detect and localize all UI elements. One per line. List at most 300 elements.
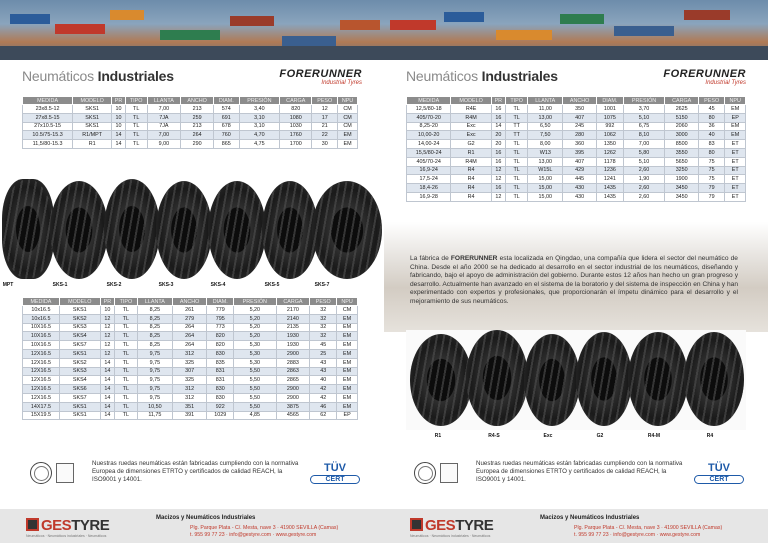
table-cell: 3000 <box>665 131 698 140</box>
table-cell: 773 <box>207 323 234 332</box>
table-cell: 1,90 <box>623 175 665 184</box>
table-cell: EM <box>337 323 358 332</box>
table-cell: 5,30 <box>234 349 276 358</box>
table-cell: 1930 <box>276 341 310 350</box>
table-cell: TL <box>505 192 528 201</box>
table-cell: 32 <box>310 332 337 341</box>
table-cell: 1236 <box>597 166 623 175</box>
table-cell: 14 <box>100 367 114 376</box>
table-cell: 6,50 <box>528 122 563 131</box>
table-cell: 18,4-26 <box>407 184 451 193</box>
table-cell: SKS7 <box>59 393 100 402</box>
table-cell: SKS1 <box>59 402 100 411</box>
table-cell: 2900 <box>276 385 310 394</box>
table-cell: ET <box>725 166 746 175</box>
table-cell: 405/70-20 <box>407 113 451 122</box>
column-header: MODELO <box>451 97 491 105</box>
table-row <box>23 349 358 358</box>
table-cell: 1435 <box>597 192 623 201</box>
table-cell: 32 <box>310 306 337 315</box>
table-row <box>23 358 358 367</box>
tyre-photo-strip <box>406 330 746 430</box>
gestyre-logo: GESTYRE <box>26 517 109 534</box>
table-row <box>23 385 358 394</box>
tuv-cert-logo: TÜV CERT <box>694 462 744 486</box>
table-header-row <box>23 298 358 306</box>
table-cell: 32 <box>310 314 337 323</box>
table-cell: EM <box>337 341 358 350</box>
table-cell: 2,60 <box>623 166 665 175</box>
table-cell: 21 <box>312 122 338 131</box>
table-cell: 922 <box>207 402 234 411</box>
table-cell: EM <box>337 314 358 323</box>
table-cell: EM <box>725 131 746 140</box>
table-cell: 14,00-24 <box>407 140 451 149</box>
table-cell: EM <box>337 402 358 411</box>
table-row <box>407 157 746 166</box>
table-cell: 5,50 <box>234 402 276 411</box>
company-contact: Plg. Parque Plata - C/. Mesta, nave 3 · 41900 SEVILLA (Camas) t. 955 99 77 23 · info@gestyre.com · www.gestyre.com <box>190 525 339 538</box>
column-header: TIPO <box>125 97 147 105</box>
table-cell: 1435 <box>597 184 623 193</box>
table-cell: 5,50 <box>234 393 276 402</box>
table-cell: 36 <box>698 122 724 131</box>
table-row <box>407 113 746 122</box>
table-cell: 16 <box>491 184 505 193</box>
table-header-row <box>407 97 746 105</box>
table-cell: EM <box>338 140 358 149</box>
column-header: MEDIDA <box>23 298 60 306</box>
column-header: ANCHO <box>172 298 206 306</box>
table-cell: 1001 <box>597 105 623 114</box>
table-cell: 2625 <box>665 105 698 114</box>
table-row <box>23 402 358 411</box>
table-cell: 360 <box>563 140 597 149</box>
table-cell: 2170 <box>276 306 310 315</box>
table-cell: 15,00 <box>528 175 563 184</box>
table-cell: 14 <box>491 122 505 131</box>
table-cell: 264 <box>172 332 206 341</box>
table-cell: 23x8.5-12 <box>23 105 73 114</box>
page-title: Neumáticos Industriales <box>406 68 558 84</box>
table-cell: 213 <box>181 105 214 114</box>
table-cell: EP <box>725 113 746 122</box>
table-cell: 25 <box>310 349 337 358</box>
column-header: DIAM. <box>597 97 623 105</box>
table-cell: TL <box>125 122 147 131</box>
table-cell: EM <box>337 367 358 376</box>
table-row <box>23 376 358 385</box>
column-header: NPU <box>337 298 358 306</box>
table-cell: 16 <box>491 148 505 157</box>
table-row <box>407 192 746 201</box>
table-cell: 9,75 <box>137 393 172 402</box>
table-cell: 1900 <box>665 175 698 184</box>
column-header: MEDIDA <box>407 97 451 105</box>
table-cell: 7,00 <box>147 131 181 140</box>
table-cell: 10 <box>112 105 126 114</box>
port-containers-banner <box>0 0 384 60</box>
table-cell: CM <box>337 306 358 315</box>
tyre-model-label: SKS-4 <box>210 282 226 288</box>
table-cell: 391 <box>172 411 206 420</box>
table-cell: SKS1 <box>73 105 112 114</box>
table-cell: TL <box>114 385 137 394</box>
table-cell: 11,75 <box>137 411 172 420</box>
table-row <box>407 175 746 184</box>
tyre-model-label: SKS-1 <box>52 282 68 288</box>
table-cell: R1 <box>73 140 112 149</box>
table-cell: 3875 <box>276 402 310 411</box>
table-cell: EM <box>725 122 746 131</box>
table-cell: 992 <box>597 122 623 131</box>
column-header: PESO <box>698 97 724 105</box>
column-header: MEDIDA <box>23 97 73 105</box>
company-contact: Plg. Parque Plata - C/. Mesta, nave 3 · 41900 SEVILLA (Camas) t. 955 99 77 23 · info@gestyre.com · www.gestyre.com <box>574 525 723 538</box>
table-row <box>23 411 358 420</box>
table-cell: 407 <box>563 157 597 166</box>
table-cell: 62 <box>310 411 337 420</box>
table-cell: 307 <box>172 367 206 376</box>
table-cell: 12 <box>491 166 505 175</box>
page-title: Neumáticos Industriales <box>22 68 174 84</box>
table-cell: SKS1 <box>73 113 112 122</box>
table-row <box>23 140 358 149</box>
table-cell: 6,75 <box>623 122 665 131</box>
column-header: MODELO <box>59 298 100 306</box>
column-header: PRESIÓN <box>239 97 279 105</box>
table-cell: 3,40 <box>239 105 279 114</box>
table-cell: 12 <box>100 314 114 323</box>
table-row <box>407 105 746 114</box>
table-cell: 1930 <box>276 332 310 341</box>
table-cell: 760 <box>214 131 240 140</box>
table-cell: TL <box>505 184 528 193</box>
table-cell: 1029 <box>207 411 234 420</box>
table-cell: SKS3 <box>59 367 100 376</box>
table-cell: W13 <box>528 148 563 157</box>
table-cell: 865 <box>214 140 240 149</box>
table-cell: 9,75 <box>137 349 172 358</box>
table-cell: ET <box>725 184 746 193</box>
table-cell: 79 <box>698 184 724 193</box>
table-cell: 7JA <box>147 113 181 122</box>
table-row <box>407 131 746 140</box>
table-row <box>407 166 746 175</box>
table-cell: TL <box>114 332 137 341</box>
specs-table-bottom <box>22 297 358 420</box>
table-cell: 14 <box>100 358 114 367</box>
tyre-model-label: G2 <box>596 433 604 439</box>
table-cell: 43 <box>310 367 337 376</box>
table-cell: 12 <box>491 175 505 184</box>
table-cell: 8,25-20 <box>407 122 451 131</box>
table-cell: 10,50 <box>137 402 172 411</box>
table-row <box>23 122 358 131</box>
table-cell: 75 <box>698 166 724 175</box>
table-cell: 5,30 <box>234 358 276 367</box>
table-cell: 4565 <box>276 411 310 420</box>
table-cell: SKS4 <box>59 332 100 341</box>
table-cell: 7,50 <box>528 131 563 140</box>
table-row <box>407 184 746 193</box>
table-cell: 16 <box>491 113 505 122</box>
company-name: Macizos y Neumáticos Industriales <box>156 515 256 521</box>
table-cell: 14 <box>100 376 114 385</box>
table-cell: 16 <box>491 157 505 166</box>
table-cell: 1075 <box>597 113 623 122</box>
table-cell: SKS1 <box>59 349 100 358</box>
table-cell: 405/70-24 <box>407 157 451 166</box>
table-cell: ET <box>725 192 746 201</box>
table-cell: 280 <box>563 131 597 140</box>
table-cell: TL <box>114 358 137 367</box>
table-cell: 779 <box>207 306 234 315</box>
table-cell: 12X16.5 <box>23 358 60 367</box>
table-cell: 2863 <box>276 367 310 376</box>
table-cell: SKS1 <box>73 122 112 131</box>
table-cell: Exc <box>451 131 491 140</box>
gestyre-mark-icon <box>26 518 39 531</box>
company-description: La fábrica de FORERUNNER esta localizada en Qingdao, una compañía que lidera el sector del neumático de China. Desde el año 2000 se ha dedicado al desarrollo en el sector industrial de los neumáticos, diseñando y fabricando, bajo el apoyo de administración del gobierno. Durante estos 12 años han hecho un gran progreso y desarrollo. Actualmente han avanzado en el sistema de la boratorio y del sistema de inspección en China y han experimentado con expertos y profesionales, que proporcionarán el ímpetu dinámico para el desarrollo y el mejoramiento de sus neumáticos. <box>410 255 738 305</box>
table-cell: 20 <box>491 140 505 149</box>
table-row <box>23 306 358 315</box>
tyre-model-label: SKS-5 <box>264 282 280 288</box>
table-cell: 1700 <box>280 140 312 149</box>
table-cell: 10 <box>112 113 126 122</box>
tyre-model-label: SKS-7 <box>314 282 330 288</box>
table-cell: 45 <box>698 105 724 114</box>
table-cell: 9,75 <box>137 367 172 376</box>
table-cell: 820 <box>207 341 234 350</box>
table-cell: TT <box>505 131 528 140</box>
table-cell: 11,5/80-15.3 <box>23 140 73 149</box>
page-header <box>406 66 746 88</box>
table-cell: R4E <box>451 105 491 114</box>
certification-seal-icon <box>30 462 52 484</box>
table-cell: 17,5-24 <box>407 175 451 184</box>
table-cell: 245 <box>563 122 597 131</box>
table-cell: 2900 <box>276 349 310 358</box>
table-cell: 5,20 <box>234 314 276 323</box>
table-cell: W15L <box>528 166 563 175</box>
column-header: PRESIÓN <box>623 97 665 105</box>
table-cell: TL <box>114 402 137 411</box>
table-cell: EM <box>337 349 358 358</box>
table-cell: SKS1 <box>59 411 100 420</box>
table-row <box>23 367 358 376</box>
table-cell: TL <box>505 140 528 149</box>
table-cell: 264 <box>172 323 206 332</box>
table-cell: 12X16.5 <box>23 367 60 376</box>
table-cell: 14 <box>112 131 126 140</box>
table-cell: 32 <box>310 323 337 332</box>
table-cell: 12 <box>100 323 114 332</box>
table-cell: 14 <box>100 411 114 420</box>
table-cell: 820 <box>280 105 312 114</box>
table-row <box>23 113 358 122</box>
table-cell: TL <box>114 306 137 315</box>
table-cell: 830 <box>207 385 234 394</box>
table-cell: EM <box>337 385 358 394</box>
table-cell: ET <box>725 175 746 184</box>
table-cell: 10X16.5 <box>23 341 60 350</box>
tyre-model-label: SKS-3 <box>158 282 174 288</box>
table-cell: 80 <box>698 113 724 122</box>
table-cell: TL <box>114 323 137 332</box>
table-cell: SKS7 <box>59 341 100 350</box>
table-row <box>23 131 358 140</box>
table-cell: 5,10 <box>623 113 665 122</box>
table-cell: 75 <box>698 175 724 184</box>
table-cell: 10 <box>112 122 126 131</box>
table-cell: 13,00 <box>528 113 563 122</box>
table-cell: 12X16.5 <box>23 393 60 402</box>
table-cell: 16 <box>491 105 505 114</box>
tyre-model-label: R4 <box>706 433 714 439</box>
tyre-model-label: SKS-2 <box>106 282 122 288</box>
table-cell: 1241 <box>597 175 623 184</box>
table-cell: 8,25 <box>137 306 172 315</box>
table-cell: 40 <box>698 131 724 140</box>
tyre-model-label: Exc <box>543 433 553 439</box>
table-cell: R4 <box>451 192 491 201</box>
column-header: LLANTA <box>528 97 563 105</box>
table-row <box>23 105 358 114</box>
table-cell: 12X16.5 <box>23 349 60 358</box>
table-cell: 8500 <box>665 140 698 149</box>
table-cell: 30 <box>312 140 338 149</box>
right-page <box>384 0 768 543</box>
table-cell: 2140 <box>276 314 310 323</box>
table-row <box>23 393 358 402</box>
table-cell: 12 <box>312 105 338 114</box>
table-cell: 14 <box>100 402 114 411</box>
table-cell: 3,10 <box>239 122 279 131</box>
table-cell: 43 <box>310 358 337 367</box>
column-header: DIAM. <box>214 97 240 105</box>
table-cell: 1760 <box>280 131 312 140</box>
table-cell: 15,00 <box>528 192 563 201</box>
table-cell: 2865 <box>276 376 310 385</box>
table-header-row <box>23 97 358 105</box>
certification-text: Nuestras ruedas neumáticas están fabricadas cumpliendo con la normativa Europea de dimensiones ETRTO y certificados de calidad REACH, la ISO9001 y 14001. <box>476 460 683 483</box>
table-cell: SKS2 <box>59 314 100 323</box>
table-cell: TL <box>125 105 147 114</box>
table-cell: 831 <box>207 376 234 385</box>
table-cell: TL <box>505 105 528 114</box>
footer <box>384 509 768 543</box>
table-cell: 7,00 <box>623 140 665 149</box>
table-cell: 14 <box>100 393 114 402</box>
table-cell: 835 <box>207 358 234 367</box>
table-row <box>23 314 358 323</box>
table-cell: 1080 <box>280 113 312 122</box>
table-cell: 290 <box>181 140 214 149</box>
certification-text: Nuestras ruedas neumáticas están fabricadas cumpliendo con la normativa Europea de dimensiones ETRTO y certificados de calidad REACH, la ISO9001 y 14001. <box>92 460 299 483</box>
table-cell: 46 <box>310 402 337 411</box>
table-cell: 325 <box>172 376 206 385</box>
table-cell: 430 <box>563 192 597 201</box>
gestyre-logo: GESTYRE <box>410 517 493 534</box>
table-cell: 8,25 <box>137 341 172 350</box>
table-cell: R4M <box>451 113 491 122</box>
table-cell: 1178 <box>597 157 623 166</box>
port-containers-banner <box>384 0 768 60</box>
tyre-model-label: R4-M <box>647 433 661 439</box>
table-cell: 3250 <box>665 166 698 175</box>
table-cell: 45 <box>310 341 337 350</box>
table-cell: 14X17.5 <box>23 402 60 411</box>
table-cell: 830 <box>207 393 234 402</box>
table-cell: TL <box>125 113 147 122</box>
table-row <box>23 341 358 350</box>
table-cell: 445 <box>563 175 597 184</box>
table-row <box>23 323 358 332</box>
table-cell: 1262 <box>597 148 623 157</box>
column-header: MODELO <box>73 97 112 105</box>
table-cell: 795 <box>207 314 234 323</box>
column-header: LLANTA <box>137 298 172 306</box>
table-cell: ET <box>725 148 746 157</box>
table-cell: CM <box>338 122 358 131</box>
table-cell: 9,75 <box>137 376 172 385</box>
table-cell: EM <box>337 393 358 402</box>
certification-seal-icon <box>414 462 436 484</box>
table-cell: 27x10.5-15 <box>23 122 73 131</box>
table-cell: 3450 <box>665 192 698 201</box>
table-cell: SKS1 <box>59 306 100 315</box>
table-cell: 5,30 <box>234 341 276 350</box>
table-cell: 2135 <box>276 323 310 332</box>
table-cell: 5,20 <box>234 323 276 332</box>
table-cell: TL <box>505 113 528 122</box>
table-cell: 20 <box>491 131 505 140</box>
table-cell: 12 <box>100 341 114 350</box>
tyre-model-label: R1 <box>434 433 442 439</box>
table-cell: 10.5/75-15.3 <box>23 131 73 140</box>
table-cell: 395 <box>563 148 597 157</box>
quality-badge-icon <box>440 463 458 483</box>
table-cell: 42 <box>310 393 337 402</box>
table-cell: 279 <box>172 314 206 323</box>
table-cell: TL <box>505 166 528 175</box>
table-cell: 691 <box>214 113 240 122</box>
table-cell: 10 <box>100 306 114 315</box>
table-cell: R1/MPT <box>73 131 112 140</box>
table-cell: 10X16.5 <box>23 323 60 332</box>
table-cell: 27x8.5-15 <box>23 113 73 122</box>
table-cell: 80 <box>698 148 724 157</box>
column-header: ANCHO <box>181 97 214 105</box>
table-cell: 5,10 <box>623 157 665 166</box>
table-cell: 2883 <box>276 358 310 367</box>
column-header: PESO <box>312 97 338 105</box>
table-cell: 213 <box>181 122 214 131</box>
column-header: NPU <box>725 97 746 105</box>
table-cell: 13,00 <box>528 157 563 166</box>
table-cell: 12 <box>100 349 114 358</box>
table-cell: 75 <box>698 157 724 166</box>
table-cell: 574 <box>214 105 240 114</box>
table-cell: SKS6 <box>59 385 100 394</box>
table-cell: R4 <box>451 166 491 175</box>
table-cell: 10x16.5 <box>23 306 60 315</box>
table-cell: TL <box>505 175 528 184</box>
table-cell: 3,10 <box>239 113 279 122</box>
table-cell: 3450 <box>665 184 698 193</box>
table-cell: 4,85 <box>234 411 276 420</box>
